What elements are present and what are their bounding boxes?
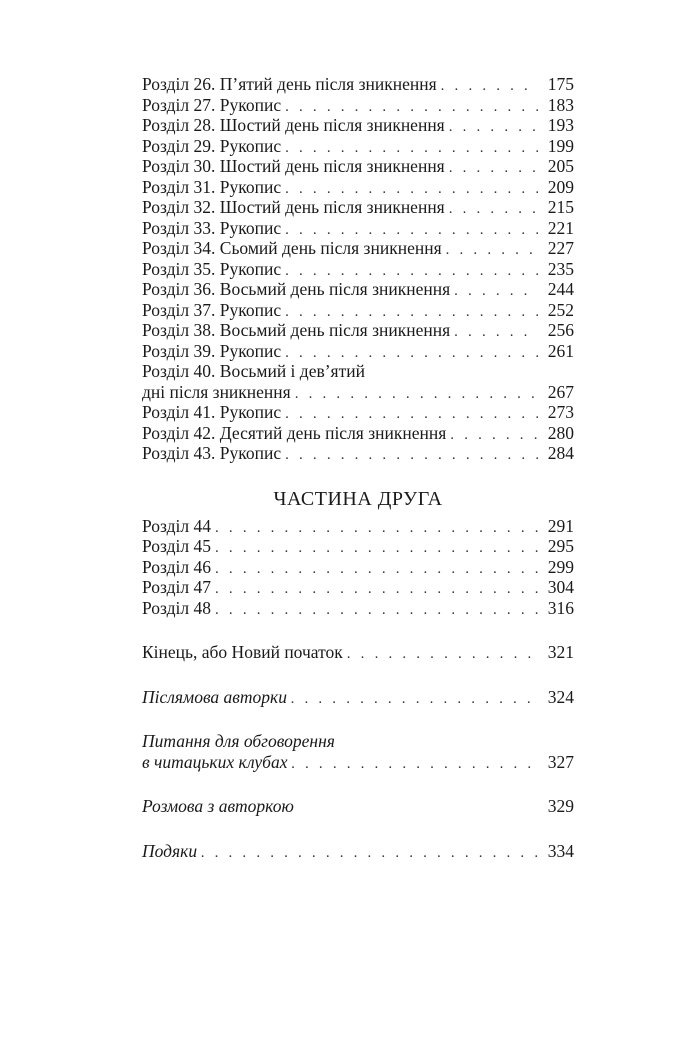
toc-entry-title: Розділ 48 — [142, 597, 212, 618]
toc-entry-title: Розділ 40. Восьмий і дев’ятий — [142, 361, 365, 381]
toc-entry-title: Розділ 44 — [142, 515, 212, 536]
toc-entry-title: Розділ 37. Рукопис — [142, 299, 282, 320]
toc-entry-chapter-40[interactable] — [142, 382, 574, 403]
toc-entry[interactable] — [142, 402, 574, 423]
toc-page-number: 321 — [547, 642, 574, 662]
dot-leader — [285, 445, 538, 466]
dot-leader — [295, 384, 538, 405]
toc-entry[interactable] — [142, 536, 574, 557]
dot-leader — [285, 97, 538, 118]
toc-entry-title: Розділ 41. Рукопис — [142, 402, 282, 422]
toc-entry-title: Розділ 42. Десятий день після зникнення — [142, 422, 447, 443]
toc-entry-title: дні після зникнення — [142, 381, 291, 402]
toc-page-number: 183 — [547, 94, 574, 115]
toc-page-number: 267 — [547, 381, 574, 402]
toc-page-number: 316 — [547, 597, 574, 618]
toc-entry-title: Розділ 30. Шостий день після зникнення — [142, 156, 445, 176]
dot-leader — [215, 538, 538, 559]
toc-entry-title: Розділ 35. Рукопис — [142, 258, 282, 279]
toc-entry-questions-line1 — [142, 731, 574, 752]
toc-entry-questions[interactable] — [142, 752, 574, 773]
toc-entry[interactable] — [142, 95, 574, 116]
toc-entry[interactable] — [142, 279, 574, 300]
toc-page-number: 235 — [547, 258, 574, 279]
toc-entry-acknowledgements[interactable] — [142, 841, 574, 862]
dot-leader — [215, 518, 538, 539]
toc-entry[interactable] — [142, 259, 574, 280]
toc-entry-title: Післямова авторки — [142, 686, 287, 707]
toc-entry-title: Розділ 46 — [142, 556, 212, 577]
toc-entry-title: Розділ 38. Восьмий день після зникнення — [142, 320, 451, 340]
dot-leader — [285, 261, 538, 282]
toc-entry-title: Розмова з авторкою — [142, 796, 294, 816]
toc-entry-title: Подяки — [142, 840, 198, 861]
dot-leader — [285, 179, 538, 200]
toc-entry-title: Розділ 27. Рукопис — [142, 94, 282, 115]
toc-entry-afterword[interactable] — [142, 687, 574, 708]
dot-leader — [449, 117, 538, 138]
toc-entry-title: Розділ 47 — [142, 577, 212, 597]
dot-leader — [449, 158, 538, 179]
dot-leader — [454, 322, 538, 343]
dot-leader — [446, 240, 538, 261]
dot-leader — [285, 220, 538, 241]
toc-page-number: 261 — [547, 340, 574, 361]
toc-entry[interactable] — [142, 136, 574, 157]
dot-leader — [291, 689, 538, 710]
toc-part-two-list — [142, 516, 574, 619]
toc-entry[interactable] — [142, 557, 574, 578]
toc-entry-title: Кінець, або Новий початок — [142, 642, 343, 662]
dot-leader — [347, 644, 538, 665]
toc-entry-title: Розділ 43. Рукопис — [142, 443, 282, 463]
toc-page-number: 199 — [547, 135, 574, 156]
toc-entry-title: Розділ 36. Восьмий день після зникнення — [142, 279, 451, 299]
toc-page-number: 221 — [547, 217, 574, 238]
toc-page-number: 215 — [547, 197, 574, 217]
toc-part-one-list — [142, 74, 574, 361]
toc-entry-title: Розділ 33. Рукопис — [142, 217, 282, 238]
toc-page-number: 227 — [547, 238, 574, 258]
toc-entry-title: в читацьких клубах — [142, 751, 288, 772]
toc-entry[interactable] — [142, 177, 574, 198]
toc-page-number: 329 — [547, 796, 574, 816]
toc-entry[interactable] — [142, 516, 574, 537]
toc-entry-chapter-40-line1 — [142, 361, 574, 382]
toc-part-one-end-list — [142, 402, 574, 464]
toc-page-number: 295 — [547, 536, 574, 556]
dot-leader — [285, 302, 538, 323]
toc-entry-interview[interactable] — [142, 796, 574, 817]
toc-page-number: 205 — [547, 156, 574, 176]
toc-page-number: 209 — [547, 176, 574, 197]
toc-entry-title: Розділ 39. Рукопис — [142, 340, 282, 361]
toc-page-number: 175 — [547, 74, 574, 94]
toc-entry-title: Розділ 31. Рукопис — [142, 176, 282, 197]
toc-entry[interactable] — [142, 423, 574, 444]
toc-page-number: 291 — [547, 515, 574, 536]
dot-leader — [215, 579, 538, 600]
dot-leader — [450, 425, 538, 446]
toc-page-number: 304 — [547, 577, 574, 597]
toc-entry[interactable] — [142, 74, 574, 95]
toc-entry-title: Розділ 34. Сьомий день після зникнення — [142, 238, 442, 258]
toc-page-number: 334 — [547, 840, 574, 861]
toc-entry-ending[interactable] — [142, 642, 574, 663]
toc-page-number: 280 — [547, 422, 574, 443]
toc-page-number: 252 — [547, 299, 574, 320]
dot-leader — [215, 559, 538, 580]
toc-page-number: 324 — [547, 686, 574, 707]
toc-entry[interactable] — [142, 156, 574, 177]
toc-entry[interactable] — [142, 300, 574, 321]
dot-leader — [285, 343, 538, 364]
toc-entry[interactable] — [142, 341, 574, 362]
toc-page-number: 273 — [547, 402, 574, 422]
toc-page-number: 244 — [547, 279, 574, 299]
toc-page-number: 256 — [547, 320, 574, 340]
toc-entry-title: Розділ 26. П’ятий день після зникнення — [142, 74, 437, 94]
toc-entry[interactable] — [142, 197, 574, 218]
toc-entry-title: Розділ 28. Шостий день після зникнення — [142, 115, 445, 135]
toc-entry-title: Розділ 45 — [142, 536, 212, 556]
toc-page-number: 284 — [547, 443, 574, 463]
table-of-contents — [142, 74, 574, 861]
toc-entry-title: Розділ 29. Рукопис — [142, 135, 282, 156]
toc-page-number: 327 — [547, 751, 574, 772]
dot-leader — [454, 281, 538, 302]
dot-leader — [285, 138, 538, 159]
dot-leader — [292, 754, 539, 775]
toc-page-number: 299 — [547, 556, 574, 577]
toc-entry-title: Розділ 32. Шостий день після зникнення — [142, 197, 445, 217]
dot-leader — [449, 199, 538, 220]
toc-entry[interactable] — [142, 598, 574, 619]
toc-entry[interactable] — [142, 443, 574, 464]
dot-leader — [215, 600, 538, 621]
toc-page-number: 193 — [547, 115, 574, 135]
toc-entry-title: Питання для обговорення — [142, 731, 335, 751]
toc-entry[interactable] — [142, 218, 574, 239]
toc-entry[interactable] — [142, 320, 574, 341]
dot-leader — [441, 76, 538, 97]
part-two-heading: ЧАСТИНА ДРУГА — [273, 487, 443, 510]
toc-entry[interactable] — [142, 577, 574, 598]
toc-entry[interactable] — [142, 115, 574, 136]
toc-entry[interactable] — [142, 238, 574, 259]
dot-leader — [285, 404, 538, 425]
dot-leader — [201, 843, 538, 864]
